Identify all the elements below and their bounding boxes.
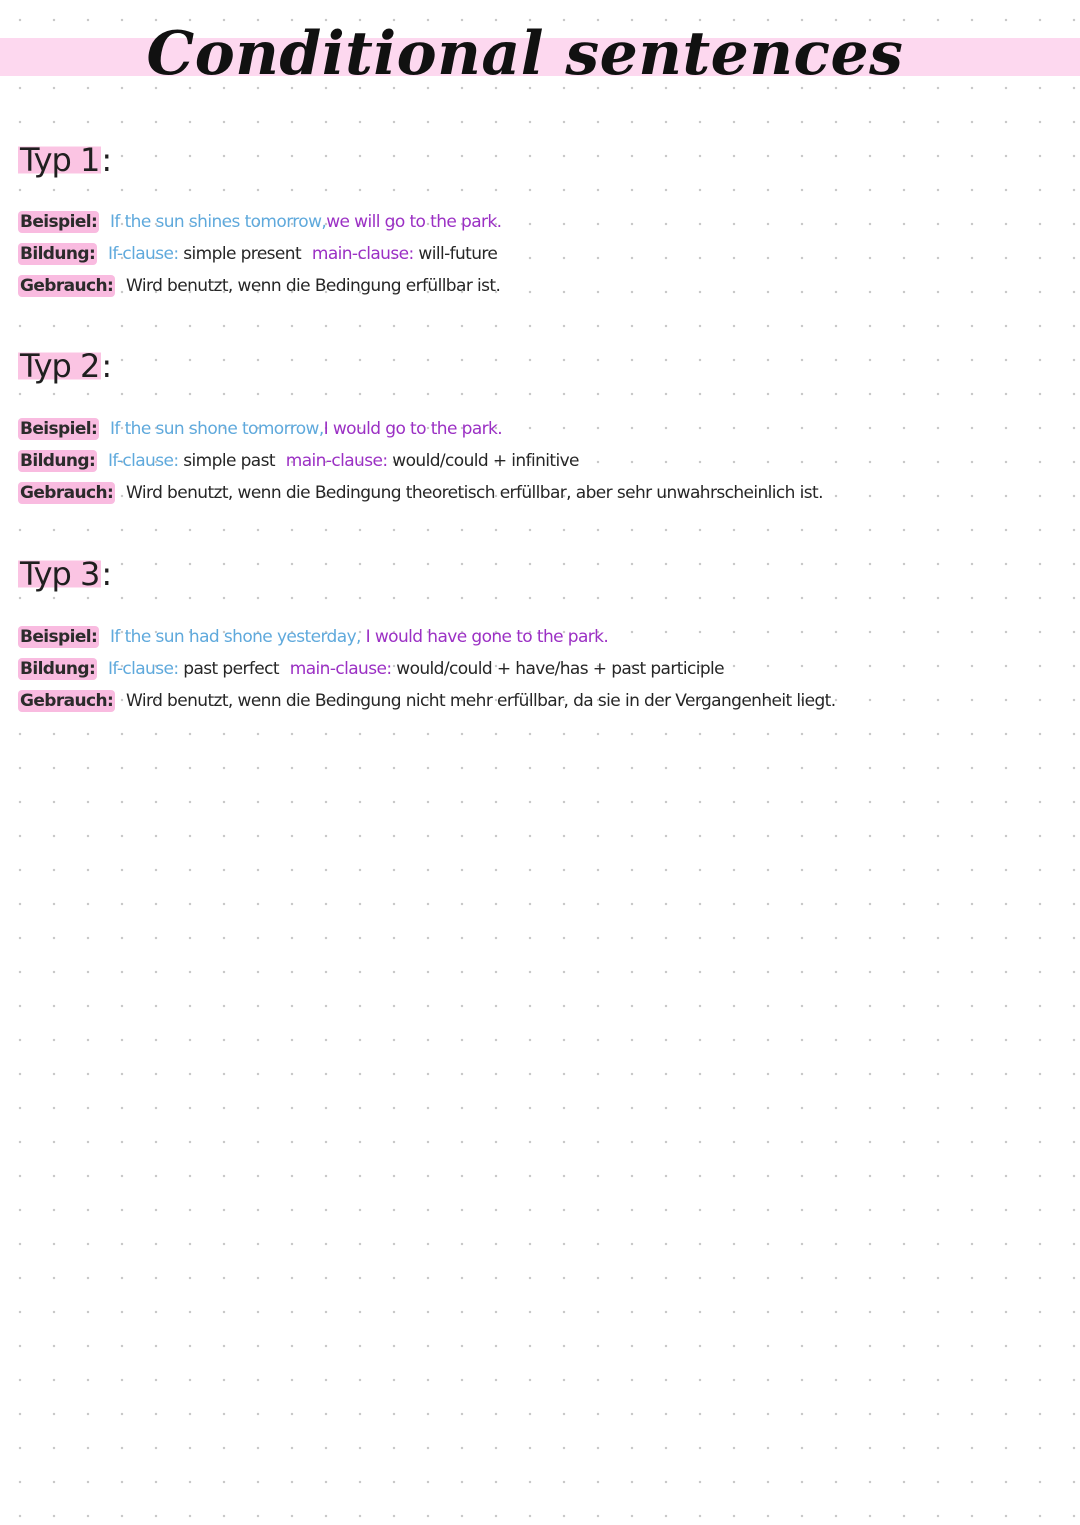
formation-label: Bildung: [20,659,96,679]
formation-label: Bildung: [20,451,96,471]
usage-label: Gebrauch: [20,691,114,711]
formation-main-value: will-future [418,244,498,264]
page-title: Conditional sentences [146,19,904,89]
formation-if-label: If-clause: [107,451,179,471]
formation-main-value: would/could + have/has + past participle [396,659,724,679]
formation-row-typ-3 [18,655,724,683]
formation-main-label: main-clause: [289,659,392,679]
formation-main-label: main-clause: [285,451,388,471]
example-label: Beispiel: [20,212,98,232]
example-row-typ-1 [18,208,501,236]
example-row-typ-2 [18,415,502,443]
usage-label: Gebrauch: [20,276,114,296]
formation-if-value: past perfect [183,659,279,679]
formation-row-typ-1 [18,240,497,268]
section-heading-text: Typ 2 [20,347,100,385]
formation-label: Bildung: [20,244,96,264]
example-if-clause: If the sun shone tomorrow, [110,419,324,439]
formation-row-typ-2 [18,447,579,475]
usage-text: Wird benutzt, wenn die Bedingung erfüllbar ist. [126,276,501,296]
example-if-clause: If the sun had shone yesterday, [110,627,361,647]
section-heading-colon: : [101,347,112,385]
example-row-typ-3 [18,623,608,651]
usage-text: Wird benutzt, wenn die Bedingung theoretisch erfüllbar, aber sehr unwahrscheinlich ist. [126,483,823,503]
section-heading-text: Typ 3 [20,555,100,593]
formation-if-label: If-clause: [107,244,179,264]
usage-row-typ-1 [18,272,500,300]
section-heading-typ-2 [18,346,111,386]
example-main-clause: we will go to the park. [326,212,502,232]
example-main-clause: I would go to the park. [323,419,503,439]
section-heading-typ-3 [18,554,111,594]
usage-text: Wird benutzt, wenn die Bedingung nicht mehr erfüllbar, da sie in der Vergangenheit liegt. [126,691,836,711]
formation-main-value: would/could + infinitive [392,451,579,471]
formation-if-value: simple past [183,451,275,471]
section-heading-typ-1 [18,140,111,180]
example-main-clause: I would have gone to the park. [365,627,609,647]
section-heading-text: Typ 1 [20,141,100,179]
usage-label: Gebrauch: [20,483,114,503]
example-if-clause: If the sun shines tomorrow, [110,212,327,232]
usage-row-typ-3 [18,687,836,715]
section-heading-colon: : [101,555,112,593]
formation-main-label: main-clause: [311,244,414,264]
formation-if-label: If-clause: [107,659,179,679]
usage-row-typ-2 [18,479,823,507]
example-label: Beispiel: [20,419,98,439]
formation-if-value: simple present [183,244,302,264]
section-heading-colon: : [101,141,112,179]
example-label: Beispiel: [20,627,98,647]
